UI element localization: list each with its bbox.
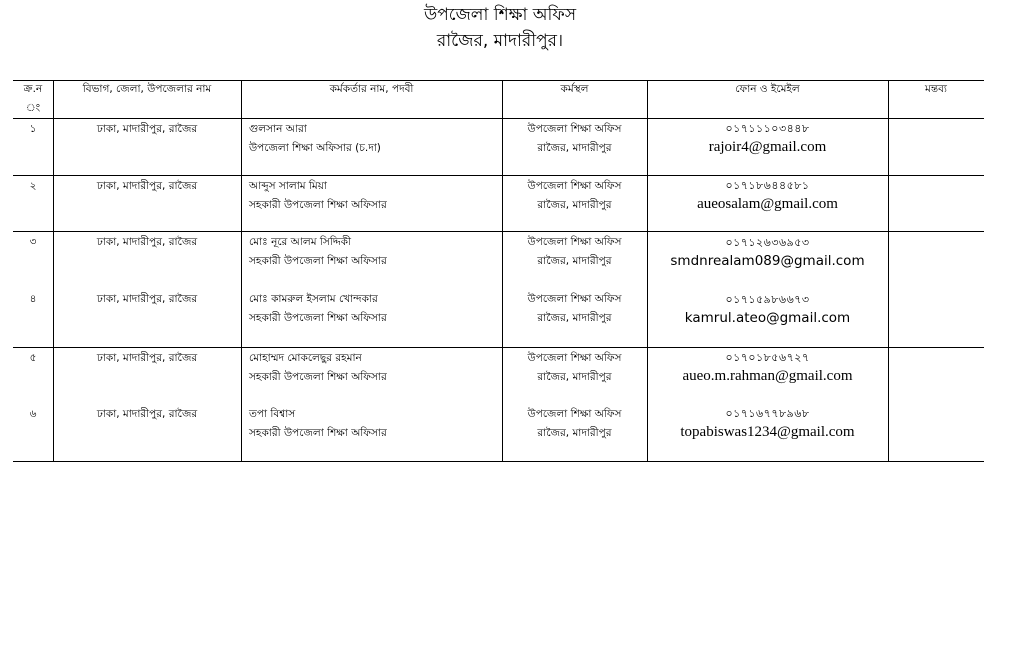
column-divider: [241, 80, 242, 461]
workplace-address: রাজৈর, মাদারীপুর: [537, 312, 612, 324]
email-address[interactable]: topabiswas1234@gmail.com: [680, 424, 855, 440]
header-phone-email: ফোন ও ইমেইল: [735, 83, 800, 95]
row-workplace: [502, 290, 647, 328]
row-workplace: [502, 120, 647, 158]
officer-name: মোঃ কামরুল ইসলাম খোন্দকার: [249, 293, 378, 305]
header-name-designation: কর্মকর্তার নাম, পদবী: [329, 83, 414, 95]
row-serial: ৬: [29, 408, 37, 420]
row-divider: [13, 231, 984, 232]
page-subtitle: রাজৈর, মাদারীপুর।: [436, 31, 564, 51]
row-location: ঢাকা, মাদারীপুর, রাজৈর: [96, 236, 198, 248]
email-address[interactable]: kamrul.ateo@gmail.com: [684, 310, 851, 326]
phone-number: ০১৭০১৮৫৬৭২৭: [725, 351, 810, 364]
row-contact: [647, 233, 888, 271]
header-remarks: মন্তব্য: [925, 83, 947, 95]
header-location: বিভাগ, জেলা, উপজেলার নাম: [82, 83, 212, 95]
phone-number: ০১৭১২৬৩৬৯৫৩: [725, 236, 810, 249]
row-serial: ৫: [29, 352, 37, 364]
row-name-designation: [249, 233, 499, 271]
officer-designation: সহকারী উপজেলা শিক্ষা অফিসার: [249, 312, 387, 324]
workplace-office: উপজেলা শিক্ষা অফিস: [527, 123, 622, 135]
officer-name: আব্দুস সালাম মিয়া: [249, 180, 327, 192]
email-address[interactable]: smdnrealam089@gmail.com: [670, 253, 865, 269]
officer-designation: সহকারী উপজেলা শিক্ষা অফিসার: [249, 371, 387, 383]
row-serial: ২: [29, 180, 37, 192]
row-contact: [647, 176, 888, 214]
row-workplace: [502, 177, 647, 215]
workplace-office: উপজেলা শিক্ষা অফিস: [527, 293, 622, 305]
row-location: ঢাকা, মাদারীপুর, রাজৈর: [96, 352, 198, 364]
workplace-address: রাজৈর, মাদারীপুর: [537, 255, 612, 267]
row-location: ঢাকা, মাদারীপুর, রাজৈর: [96, 408, 198, 420]
officer-designation: সহকারী উপজেলা শিক্ষা অফিসার: [249, 199, 387, 211]
header-serial-line1: ক্র.ন: [23, 83, 43, 95]
workplace-address: রাজৈর, মাদারীপুর: [537, 142, 612, 154]
workplace-office: উপজেলা শিক্ষা অফিস: [527, 180, 622, 192]
phone-number: ০১৭১৫৯৮৬৬৭৩: [725, 293, 810, 306]
officer-designation: সহকারী উপজেলা শিক্ষা অফিসার: [249, 427, 387, 439]
phone-number: ০১৭১৮৬৪৪৫৮১: [725, 179, 810, 192]
row-contact: [647, 119, 888, 157]
row-location: ঢাকা, মাদারীপুর, রাজৈর: [96, 123, 198, 135]
page-title: উপজেলা শিক্ষা অফিস: [423, 5, 577, 25]
email-address[interactable]: rajoir4@gmail.com: [708, 139, 827, 155]
header-workplace: কর্মস্থল: [560, 83, 589, 95]
email-address[interactable]: aueo.m.rahman@gmail.com: [682, 368, 853, 384]
header-serial-line2: ং: [25, 102, 41, 114]
officer-name: মোহাম্মদ মোকলেছুর রহমান: [249, 352, 362, 364]
row-workplace: [502, 405, 647, 443]
row-workplace: [502, 233, 647, 271]
row-name-designation: [249, 290, 499, 328]
row-name-designation: [249, 177, 499, 215]
row-name-designation: [249, 405, 499, 443]
row-serial: ৩: [29, 236, 37, 248]
workplace-office: উপজেলা শিক্ষা অফিস: [527, 236, 622, 248]
row-contact: [647, 404, 888, 442]
workplace-office: উপজেলা শিক্ষা অফিস: [527, 408, 622, 420]
officer-name: মোঃ নূরে আলম সিদ্দিকী: [249, 236, 351, 248]
column-divider: [888, 80, 889, 461]
workplace-address: রাজৈর, মাদারীপুর: [537, 199, 612, 211]
officer-name: তপা বিশ্বাস: [249, 408, 296, 420]
row-serial: ৪: [29, 293, 37, 305]
row-serial: ১: [29, 123, 37, 135]
table-bottom-border: [13, 461, 984, 462]
row-location: ঢাকা, মাদারীপুর, রাজৈর: [96, 293, 198, 305]
row-workplace: [502, 349, 647, 387]
officer-name: গুলসান আরা: [249, 123, 307, 135]
phone-number: ০১৭১১১০৩৪৪৮: [725, 122, 810, 135]
workplace-office: উপজেলা শিক্ষা অফিস: [527, 352, 622, 364]
officer-designation: উপজেলা শিক্ষা অফিসার (চ.দা): [249, 142, 381, 154]
email-address[interactable]: aueosalam@gmail.com: [697, 196, 838, 212]
row-contact: [647, 348, 888, 386]
workplace-address: রাজৈর, মাদারীপুর: [537, 427, 612, 439]
workplace-address: রাজৈর, মাদারীপুর: [537, 371, 612, 383]
officer-designation: সহকারী উপজেলা শিক্ষা অফিসার: [249, 255, 387, 267]
phone-number: ০১৭১৬৭৭৮৯৬৮: [725, 407, 810, 420]
row-name-designation: [249, 349, 499, 387]
row-contact: [647, 290, 888, 328]
header-serial: [13, 80, 53, 118]
row-name-designation: [249, 120, 499, 158]
row-location: ঢাকা, মাদারীপুর, রাজৈর: [96, 180, 198, 192]
